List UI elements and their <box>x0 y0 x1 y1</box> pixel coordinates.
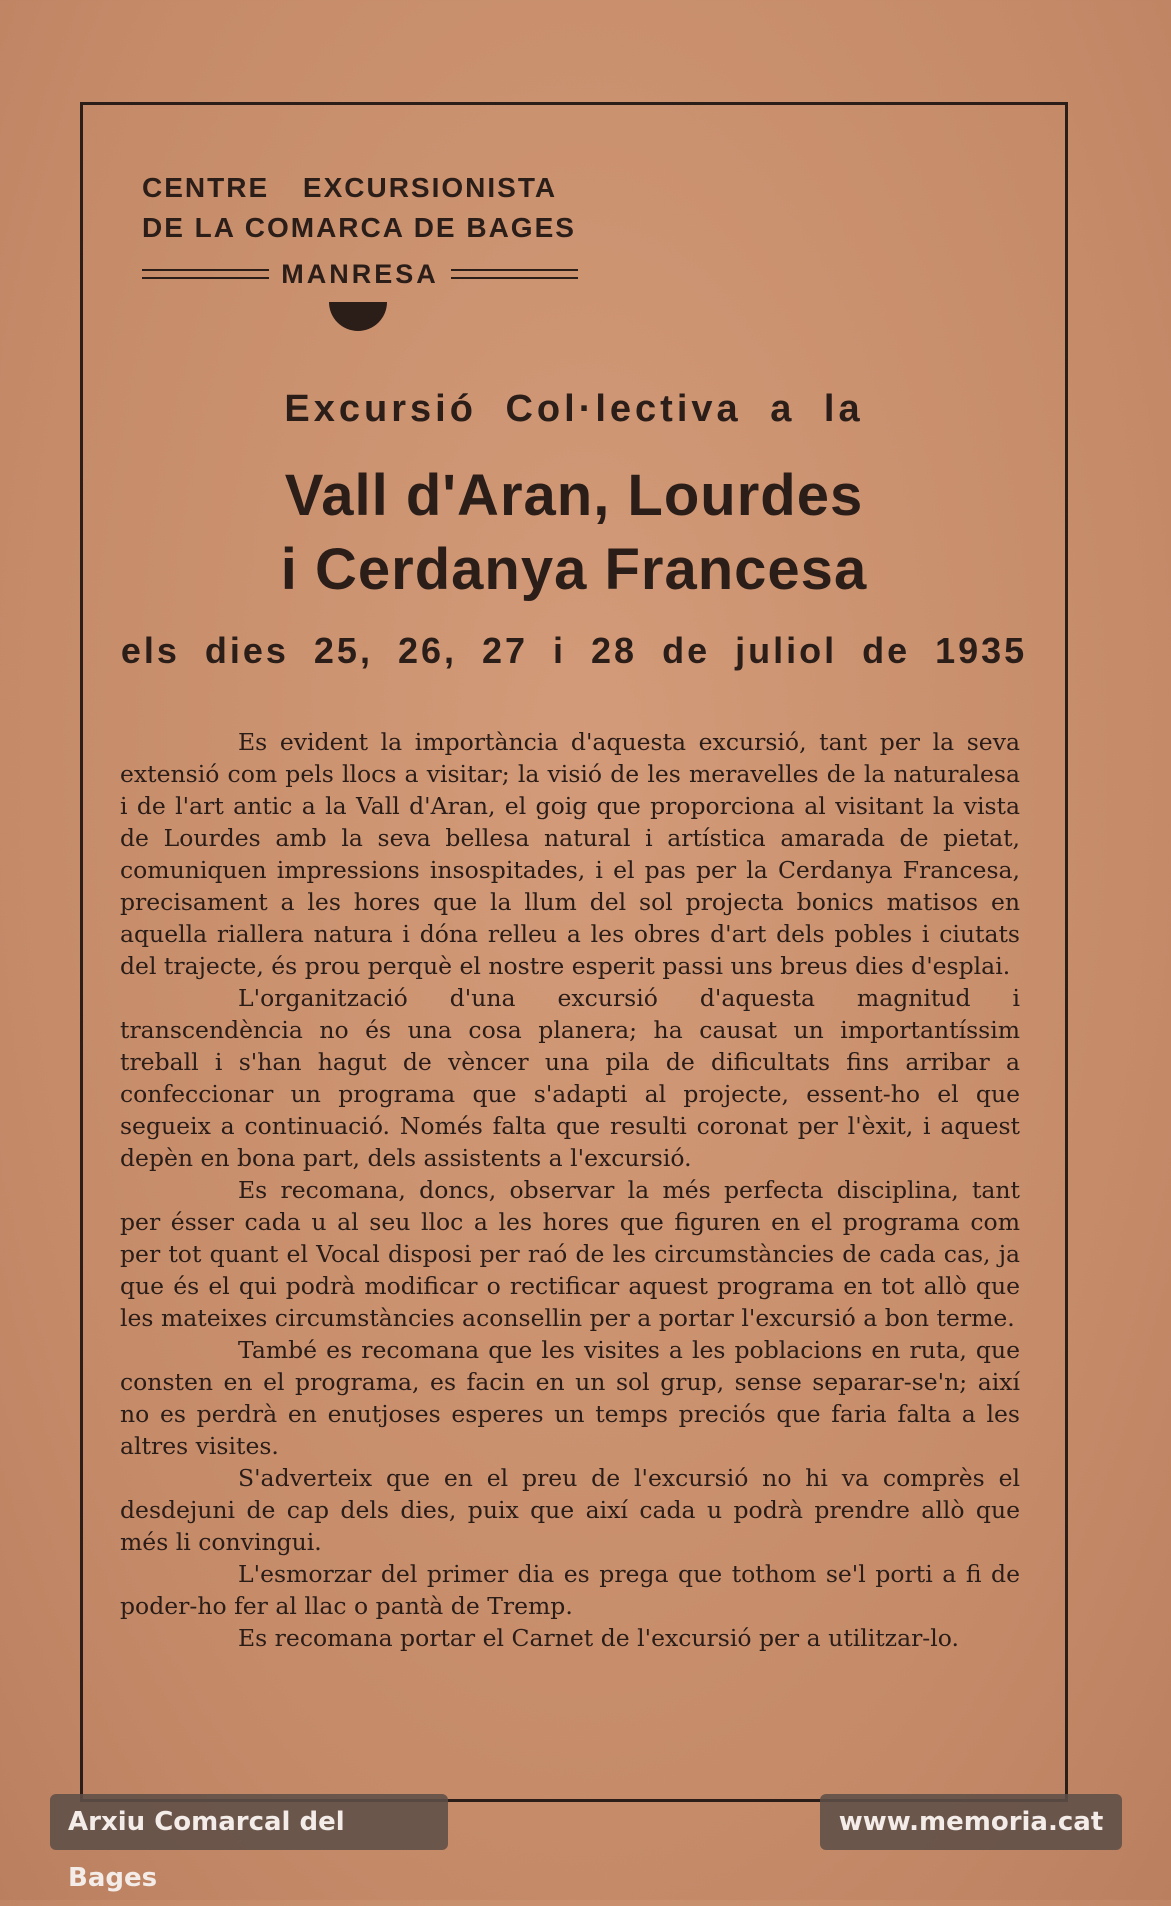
paragraph: L'organització d'una excursió d'aquesta magnitud i transcendència no és una cosa planera; ha causat un importantíssim treball i s'han hagut de vèncer una pila de dificultats fins arribar a confeccionar un programa que s'adapti al projecte, essent-ho el que segueix a continuació. Només falta que resulti coronat per l'èxit, i aquest depèn en bona part, dels assistents a l'excursió. <box>120 984 1020 1172</box>
paragraph: Es evident la importància d'aquesta excursió, tant per la seva extensió com pels llocs a visitar; la visió de les meravelles de la naturalesa i de l'art antic a la Vall d'Aran, el goig que proporciona al visitant la vista de Lourdes amb la seva bellesa natural i artística amarada de pietat, comuniquen impressions insospitades, i el pas per la Cerdanya Francesa, precisament a les hores que la llum del sol projecta bonics matisos en aquella riallera natura i dóna relleu a les obres d'art dels pobles i ciutats del trajecte, és prou perquè el nostre esperit passi uns breus dies d'esplai. <box>120 728 1020 980</box>
emblem-icon <box>329 302 387 331</box>
title-line1: Vall d'Aran, Lourdes <box>284 463 864 528</box>
paragraph: L'esmorzar del primer dia es prega que tothom se'l porti a fi de poder-ho fer al llac o pantà de Tremp. <box>120 1560 1020 1620</box>
paragraph: Es recomana portar el Carnet de l'excursió per a utilitzar-lo. <box>238 1624 959 1652</box>
double-rule-left <box>142 269 269 279</box>
body-text <box>120 726 1020 1654</box>
dates-line: els dies 25, 26, 27 i 28 de juliol de 1935 <box>120 630 1028 671</box>
website-watermark: www.memoria.cat <box>820 1794 1122 1850</box>
paragraph: Es recomana, doncs, observar la més perfecta disciplina, tant per ésser cada u al seu lloc a les hores que figuren en el programa com per tot quant el Vocal disposi per raó de les circumstàncies de cada cas, ja que és el qui podrà modificar o rectificar aquest programa en tot allò que les mateixes circumstàncies aconsellin per a portar l'excursió a bon terme. <box>120 1176 1020 1332</box>
org-name-line1: CENTRE EXCURSIONISTA <box>142 172 558 203</box>
title-line2: i Cerdanya Francesa <box>280 537 868 602</box>
archive-watermark: Arxiu Comarcal del Bages <box>50 1794 448 1850</box>
org-name-line2: DE LA COMARCA DE BAGES <box>142 212 576 243</box>
city-row <box>142 256 578 292</box>
organization-header <box>142 168 578 331</box>
paragraph: També es recomana que les visites a les poblacions en ruta, que consten en el programa, es facin en un sol grup, sense separar-se'n; així no es perdrà en enutjoses esperes un temps preciós que faria falta a les altres visites. <box>120 1336 1020 1460</box>
double-rule-right <box>451 269 578 279</box>
subtitle: Excursió Col·lectiva a la <box>284 388 864 430</box>
paragraph: S'adverteix que en el preu de l'excursió no hi va comprès el desdejuni de cap dels dies, puix que així cada u podrà prendre allò que més li convingui. <box>120 1464 1020 1556</box>
city-name: MANRESA <box>281 258 439 289</box>
